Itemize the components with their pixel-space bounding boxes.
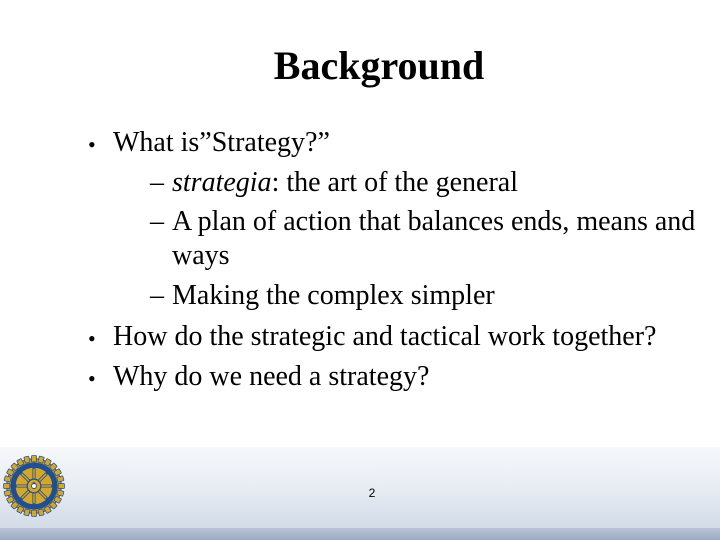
subitem-1-emphasis: strategia	[172, 167, 272, 198]
dash-marker: –	[150, 206, 164, 237]
subitem-3: Making the complex simpler	[172, 280, 495, 311]
subitem-2-line2: ways	[172, 240, 230, 271]
slide-title: Background	[273, 43, 485, 88]
subitem-1	[172, 166, 518, 200]
page-number: 2	[368, 486, 376, 500]
bullet-marker: •	[88, 366, 96, 391]
subitem-1-rest: : the art of the general	[271, 167, 518, 198]
bullet-3-text: Why do we need a strategy?	[113, 361, 430, 392]
bullet-marker: •	[88, 132, 96, 157]
dash-marker: –	[150, 167, 164, 198]
rotary-wheel-icon	[3, 455, 65, 517]
bullet-2-text: How do the strategic and tactical work together?	[113, 321, 657, 352]
bullet-marker: •	[88, 326, 96, 351]
subitem-2-line1: A plan of action that balances ends, means and	[172, 206, 696, 237]
dash-marker: –	[150, 280, 164, 311]
bullet-1-text: What is”Strategy?”	[113, 127, 330, 158]
